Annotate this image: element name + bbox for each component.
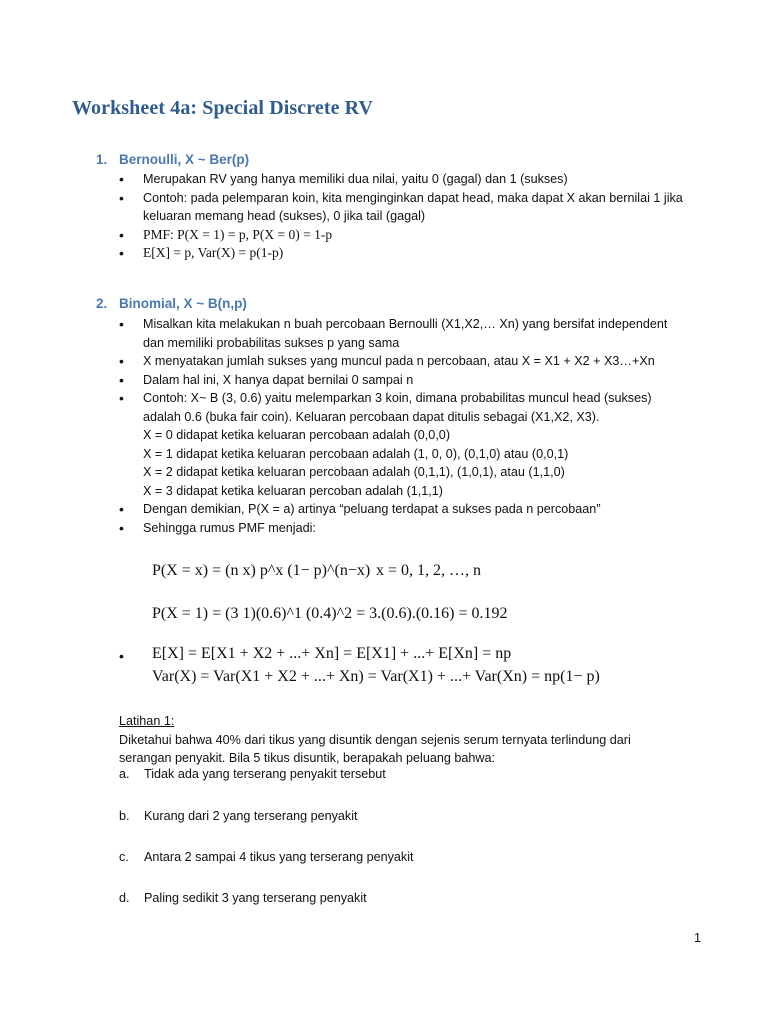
latihan-option-b: b. Kurang dari 2 yang terserang penyakit bbox=[119, 809, 358, 823]
pmf-formula: PMF: P(X = 1) = p, P(X = 0) = 1-p bbox=[143, 226, 333, 242]
latihan-option-d: d. Paling sedikit 3 yang terserang penyakit bbox=[119, 891, 367, 905]
bullet-marker: • bbox=[119, 648, 124, 664]
page-number: 1 bbox=[694, 931, 702, 945]
bullet-item: • Contoh: pada pelemparan koin, kita menginginkan dapat head, maka dapat X akan bernilai 1 jika bbox=[119, 189, 719, 208]
pmf-formula-general: P(X = x) = (n x) p^x (1− p)^(n−x) bbox=[152, 562, 371, 579]
bullet-item: • Misalkan kita melakukan n buah percobaan Bernoulli (X1,X2,… Xn) yang bersifat independent bbox=[119, 315, 719, 334]
latihan-text: serangan penyakit. Bila 5 tikus disuntik, berapakah peluang bahwa: bbox=[119, 751, 495, 765]
section-binomial-heading bbox=[96, 296, 247, 311]
section-title: Binomial, X ~ B(n,p) bbox=[119, 296, 247, 311]
latihan-block bbox=[119, 712, 679, 768]
section-bernoulli-heading bbox=[96, 152, 249, 167]
bullet-item: • Dalam hal ini, X hanya dapat bernilai 0 sampai n bbox=[119, 371, 719, 390]
bullet-item: • Contoh: X~ B (3, 0.6) yaitu melemparkan 3 koin, dimana probabilitas muncul head (sukses) bbox=[119, 389, 719, 408]
section-title: Bernoulli, X ~ Ber(p) bbox=[119, 152, 250, 167]
latihan-text: Diketahui bahwa 40% dari tikus yang disuntik dengan sejenis serum ternyata terlindung dari bbox=[119, 732, 631, 747]
bullet-item-continued: X = 2 didapat ketika keluaran percobaan adalah (0,1,1), (1,0,1), atau (1,1,0) bbox=[143, 465, 565, 479]
variance-sum-formula: Var(X) = Var(X1 + X2 + ...+ Xn) = Var(X1) + ...+ Var(Xn) = np(1− p) bbox=[152, 668, 600, 685]
bullet-item-continued: X = 0 didapat ketika keluaran percobaan adalah (0,0,0) bbox=[143, 428, 451, 442]
bullet-item-continued: adalah 0.6 (buka fair coin). Keluaran percobaan dapat ditulis sebagai (X1,X2, X3). bbox=[143, 409, 600, 424]
bullet-item-continued: keluaran memang head (sukses), 0 jika tail (gagal) bbox=[143, 209, 426, 223]
bullet-item: • X menyatakan jumlah sukses yang muncul pada n percobaan, atau X = X1 + X2 + X3…+Xn bbox=[119, 352, 719, 371]
bullet-item: • Merupakan RV yang hanya memiliki dua nilai, yaitu 0 (gagal) dan 1 (sukses) bbox=[119, 170, 719, 189]
latihan-heading: Latihan 1: bbox=[119, 714, 175, 728]
bullet-item: • Sehingga rumus PMF menjadi: bbox=[119, 519, 719, 538]
bullet-item bbox=[119, 226, 719, 245]
page-title: Worksheet 4a: Special Discrete RV bbox=[72, 97, 374, 119]
bernoulli-bullets bbox=[119, 170, 719, 263]
expectation-sum-formula: E[X] = E[X1 + X2 + ...+ Xn] = E[X1] + ...+ E[Xn] = np bbox=[152, 645, 512, 662]
latihan-option-c: c. Antara 2 sampai 4 tikus yang terserang penyakit bbox=[119, 850, 414, 864]
bullet-item bbox=[119, 244, 719, 263]
binomial-bullets bbox=[119, 315, 719, 537]
bullet-item-continued: dan memiliki probabilitas sukses p yang sama bbox=[143, 335, 400, 350]
pmf-formula-example: P(X = 1) = (3 1)(0.6)^1 (0.4)^2 = 3.(0.6).(0.16) = 0.192 bbox=[152, 605, 508, 622]
bullet-item: • Dengan demikian, P(X = a) artinya “peluang terdapat a sukses pada n percobaan” bbox=[119, 500, 719, 519]
bullet-item-continued: X = 1 didapat ketika keluaran percobaan adalah (1, 0, 0), (0,1,0) atau (0,0,1) bbox=[143, 446, 569, 461]
section-number: 2. bbox=[96, 296, 108, 311]
pmf-formula-range: x = 0, 1, 2, …, n bbox=[376, 562, 482, 579]
bullet-item-continued: X = 3 didapat ketika keluaran percoban adalah (1,1,1) bbox=[143, 483, 444, 498]
latihan-option-a: a. Tidak ada yang terserang penyakit tersebut bbox=[119, 767, 386, 781]
section-number: 1. bbox=[96, 152, 108, 167]
expectation-formula: E[X] = p, Var(X) = p(1-p) bbox=[143, 245, 284, 260]
